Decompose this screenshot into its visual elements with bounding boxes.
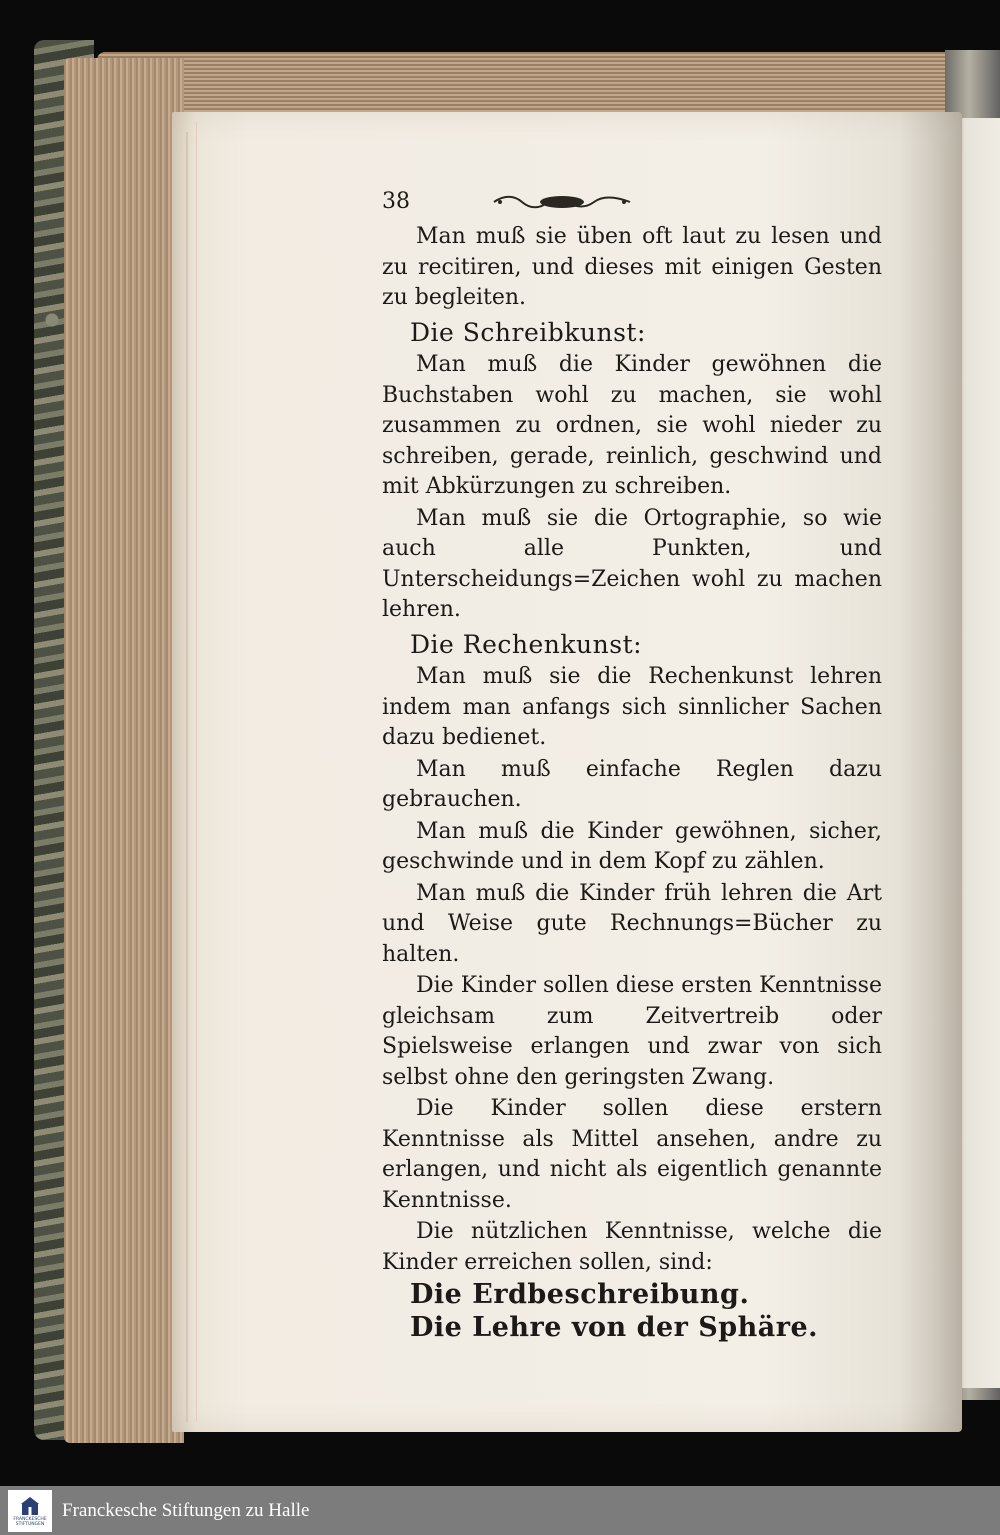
page-text <box>382 184 882 1343</box>
page-edges-left <box>64 58 184 1443</box>
logo-emblem-icon <box>19 1495 41 1517</box>
institution-name: Franckesche Stiftungen zu Halle <box>62 1499 310 1521</box>
ornament-icon <box>492 193 632 211</box>
section-heading: Die Erdbeschreibung. <box>410 1279 750 1310</box>
page-number: 38 <box>382 188 410 214</box>
institution-logo <box>8 1490 52 1532</box>
paragraph: Man muß einfache Reglen dazu gebrauchen. <box>382 756 882 812</box>
paragraph: Man muß die Kinder früh lehren die Art und Weise gute Rechnungs=Bücher zu halten. <box>382 880 882 967</box>
paragraph: Man muß sie die Ortographie, so wie auch alle Punkten, und Unterscheidungs=Zeichen wohl zu machen lehren. <box>382 505 882 622</box>
section-heading: Die Rechenkunst: <box>410 629 643 659</box>
section-heading: Die Schreibkunst: <box>410 317 646 347</box>
paragraph: Die nützlichen Kenntnisse, welche die Kinder erreichen sollen, sind: <box>382 1219 882 1275</box>
section-heading: Die Lehre von der Sphäre. <box>410 1311 819 1343</box>
footer-bar <box>0 1486 1000 1535</box>
page-rule <box>196 122 197 1422</box>
page-rule <box>186 132 188 1422</box>
paragraph: Man muß sie üben oft laut zu lesen und zu recitiren, und dieses mit einigen Gesten zu begleiten. <box>382 224 882 310</box>
logo-text: FRANCKESCHE STIFTUNGEN <box>13 1516 47 1527</box>
page-header <box>382 184 882 220</box>
paragraph: Man muß die Kinder gewöhnen, sicher, geschwinde und in dem Kopf zu zählen. <box>382 818 882 874</box>
paragraph: Die Kinder sollen diese erstern Kenntnisse als Mittel ansehen, andre zu erlangen, und nicht als eigentlich genannte Kenntnisse. <box>382 1096 882 1213</box>
paragraph: Man muß die Kinder gewöhnen die Buchstaben wohl zu machen, sie wohl zusammen zu ordnen, sie wohl nieder zu schreiben, gerade, reinlich, geschwind und mit Abkürzungen zu schreiben. <box>382 352 882 499</box>
text-body <box>382 222 882 1343</box>
paragraph: Man muß sie die Rechenkunst lehren indem man anfangs sich sinnlicher Sachen dazu bedienet. <box>382 664 882 750</box>
paragraph: Die Kinder sollen diese ersten Kenntnisse gleichsam zum Zeitvertreib oder Spielsweise erlangen und zwar von sich selbst ohne den geringsten Zwang. <box>382 973 882 1090</box>
